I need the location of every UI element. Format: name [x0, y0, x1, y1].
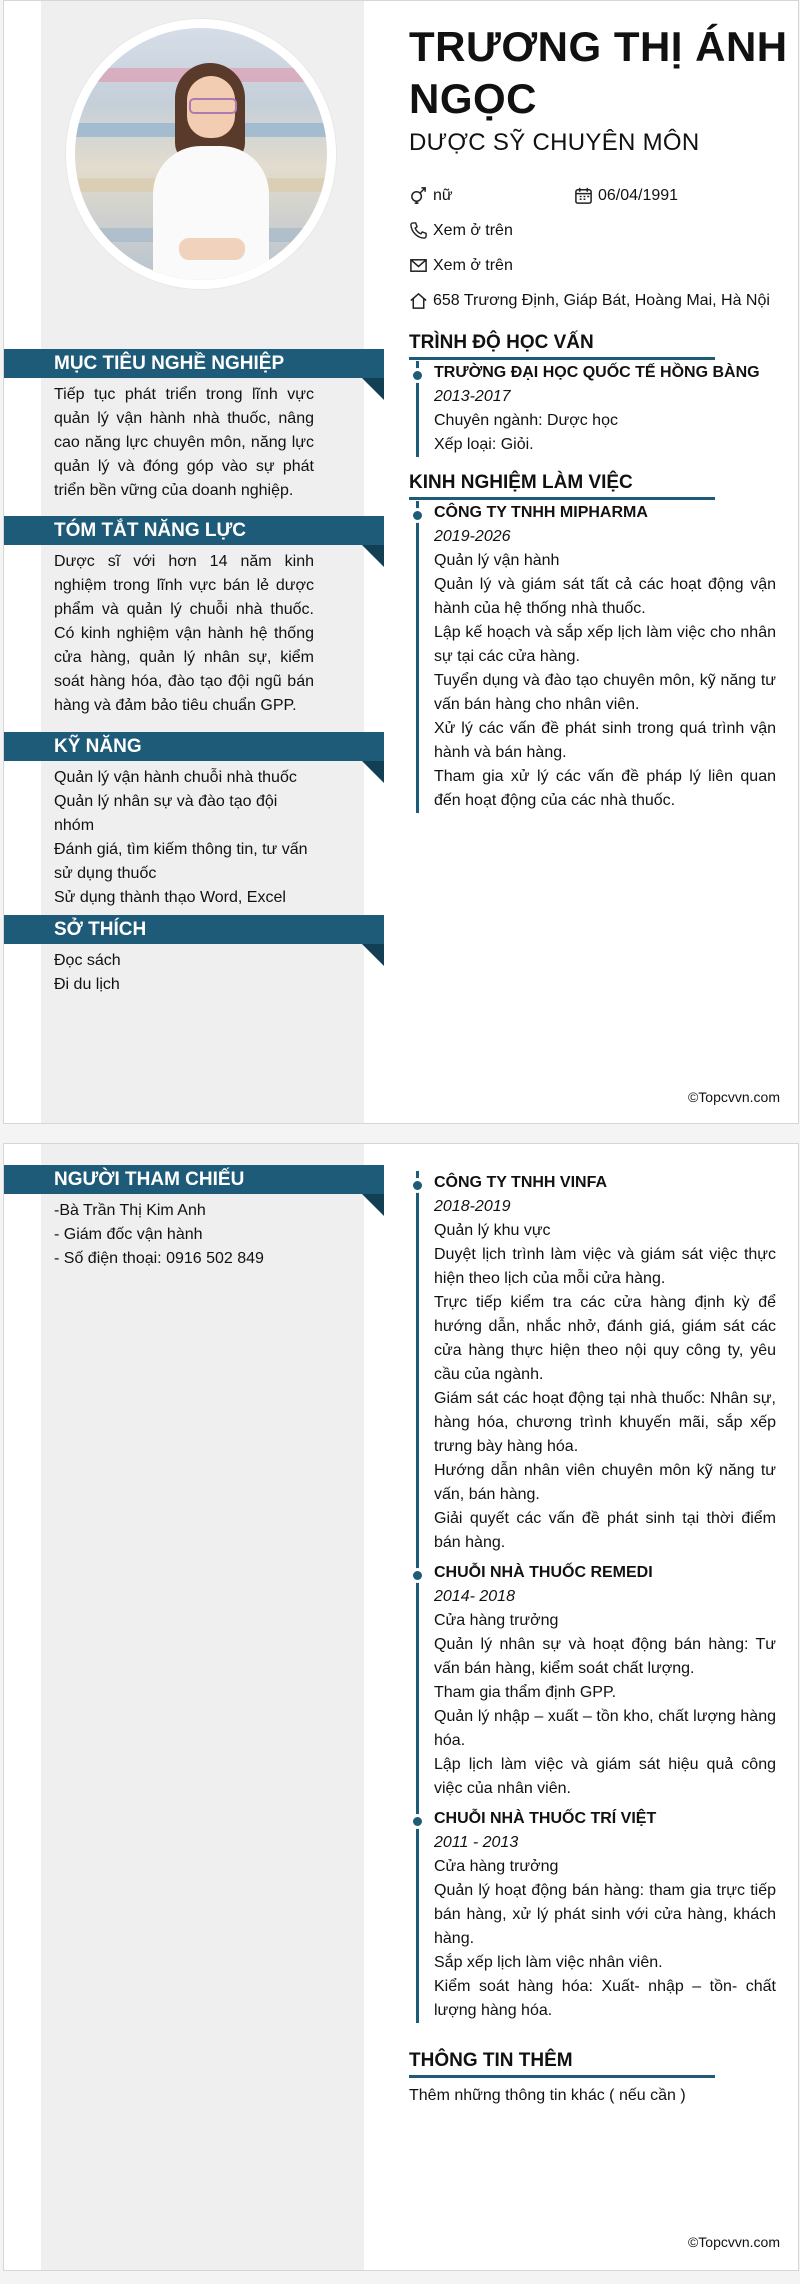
- summary-text: Dược sĩ với hơn 14 năm kinh nghiệm trong lĩnh vực bán lẻ dược phẩm và quản lý chuỗi nhà thuốc. Có kinh nghiệm vận hành hệ thống cửa hàng, quản lý nhân sự, kiểm soát hàng hóa, đào tạo đội ngũ bán hàng và đảm bảo tiêu chuẩn GPP.: [54, 553, 314, 714]
- phone-value: Xem ở trên: [433, 221, 513, 239]
- job-entry: [419, 1807, 776, 2023]
- cv-page-1: [3, 0, 799, 1124]
- timeline-dot: [410, 508, 425, 523]
- job-duty: Quản lý và giám sát tất cả các hoạt động vận hành của hệ thống nhà thuốc.: [434, 576, 776, 617]
- experience-heading: KINH NGHIỆM LÀM VIỆC: [409, 471, 715, 500]
- job-duty: Trực tiếp kiểm tra các cửa hàng định kỳ để hướng dẫn, nhắc nhở, đánh giá, giám sát các cửa hàng thực hiện theo nội quy công ty, yêu cầu của ngành.: [434, 1294, 776, 1383]
- phone-icon: [409, 221, 428, 240]
- job-period: 2019-2026: [434, 528, 511, 545]
- job-role: Quản lý vận hành: [434, 552, 560, 569]
- experience-timeline-1: [416, 501, 776, 813]
- cv-page-2: [3, 1143, 799, 2271]
- skills-heading: KỸ NĂNG: [4, 732, 384, 761]
- list-item: Quản lý nhân sự và đào tạo đội nhóm: [54, 793, 278, 834]
- birthday-row: [574, 186, 678, 205]
- job-role: Cửa hàng trưởng: [434, 1612, 559, 1629]
- education-timeline: [416, 361, 776, 457]
- list-item: - Số điện thoại: 0916 502 849: [54, 1250, 264, 1267]
- company-name: CHUỖI NHÀ THUỐC REMEDI: [434, 1564, 653, 1581]
- job-duty: Sắp xếp lịch làm việc nhân viên.: [434, 1954, 663, 1971]
- job-entry: [419, 1561, 776, 1801]
- sidebar: [41, 1144, 364, 2270]
- job-duty: Giám sát các hoạt động tại nhà thuốc: Nhân sự, hàng hóa, chương trình khuyến mãi, sắp xếp trưng bày hàng hóa.: [434, 1390, 776, 1455]
- job-duty: Quản lý hoạt động bán hàng: tham gia trực tiếp bán hàng, xử lý phát sinh với cửa hàng, khách hàng.: [434, 1882, 776, 1947]
- skills-list: [54, 766, 314, 910]
- address-row: [409, 291, 770, 310]
- more-info-text: Thêm những thông tin khác ( nếu cần ): [409, 2087, 686, 2104]
- timeline-dot: [410, 1814, 425, 1829]
- candidate-name: TRƯƠNG THỊ ÁNH NGỌC: [409, 23, 788, 122]
- education-period: 2013-2017: [434, 388, 511, 405]
- hobbies-list: [54, 949, 314, 997]
- education-major: Chuyên ngành: Dược học: [434, 412, 618, 429]
- gender-row: [409, 186, 453, 205]
- footer-credit: ©Topcvvn.com: [687, 1089, 780, 1105]
- job-duty: Giải quyết các vấn đề phát sinh tại thời điểm bán hàng.: [434, 1510, 776, 1551]
- education-entry: [419, 361, 776, 457]
- job-duty: Lập kế hoạch và sắp xếp lịch làm việc cho nhân sự tại các cửa hàng.: [434, 624, 776, 665]
- birthday-value: 06/04/1991: [598, 186, 679, 204]
- experience-timeline-2: [416, 1171, 776, 2023]
- email-row: [409, 256, 513, 275]
- job-entry: [419, 1171, 776, 1555]
- job-period: 2011 - 2013: [434, 1834, 519, 1851]
- avatar: [66, 19, 336, 289]
- objective-text: Tiếp tục phát triển trong lĩnh vực quản lý vận hành nhà thuốc, nâng cao năng lực chuyên môn, năng lực quản lý và đóng góp vào sự phát triển bền vững của doanh nghiệp.: [54, 386, 314, 499]
- list-item: Đánh giá, tìm kiếm thông tin, tư vấn sử dụng thuốc: [54, 841, 308, 882]
- list-item: Đọc sách: [54, 952, 121, 969]
- list-item: Sử dụng thành thạo Word, Excel: [54, 889, 286, 906]
- references-list: [54, 1199, 314, 1271]
- references-heading: NGƯỜI THAM CHIẾU: [4, 1165, 384, 1194]
- job-duty: Lập lịch làm việc và giám sát hiệu quả công việc của nhân viên.: [434, 1756, 776, 1797]
- gender-icon: [409, 186, 428, 205]
- job-period: 2014- 2018: [434, 1588, 515, 1605]
- list-item: Đi du lịch: [54, 976, 120, 993]
- calendar-icon: [574, 186, 593, 205]
- more-info-heading: THÔNG TIN THÊM: [409, 2049, 715, 2078]
- phone-row: [409, 221, 513, 240]
- summary-heading: TÓM TẮT NĂNG LỰC: [4, 516, 384, 545]
- list-item: - Giám đốc vận hành: [54, 1226, 203, 1243]
- profile-photo: [75, 28, 327, 280]
- list-item: -Bà Trần Thị Kim Anh: [54, 1202, 206, 1219]
- job-duty: Quản lý nhập – xuất – tồn kho, chất lượng hàng hóa.: [434, 1708, 776, 1749]
- company-name: CHUỖI NHÀ THUỐC TRÍ VIỆT: [434, 1810, 657, 1827]
- job-duty: Kiểm soát hàng hóa: Xuất- nhập – tồn- chất lượng hàng hóa.: [434, 1978, 776, 2019]
- education-heading: TRÌNH ĐỘ HỌC VẤN: [409, 331, 715, 360]
- timeline-dot: [410, 368, 425, 383]
- job-duty: Quản lý nhân sự và hoạt động bán hàng: Tư vấn bán hàng, kiểm soát chất lượng.: [434, 1636, 776, 1677]
- timeline-dot: [410, 1568, 425, 1583]
- job-role: Cửa hàng trưởng: [434, 1858, 559, 1875]
- job-duty: Hướng dẫn nhân viên chuyên môn kỹ năng tư vấn, bán hàng.: [434, 1462, 776, 1503]
- address-value: 658 Trương Định, Giáp Bát, Hoàng Mai, Hà Nội: [433, 291, 770, 309]
- education-grade: Xếp loại: Giỏi.: [434, 436, 534, 453]
- footer-credit: ©Topcvvn.com: [687, 2234, 780, 2250]
- company-name: CÔNG TY TNHH VINFA: [434, 1174, 608, 1191]
- home-icon: [409, 291, 428, 310]
- company-name: CÔNG TY TNHH MIPHARMA: [434, 504, 648, 521]
- school-name: TRƯỜNG ĐẠI HỌC QUỐC TẾ HỒNG BÀNG: [434, 364, 760, 381]
- job-role: Quản lý khu vực: [434, 1222, 551, 1239]
- gender-value: nữ: [433, 186, 453, 204]
- job-duty: Duyệt lịch trình làm việc và giám sát việc thực hiện theo lịch của mỗi cửa hàng.: [434, 1246, 776, 1287]
- email-value: Xem ở trên: [433, 256, 513, 274]
- job-duty: Tuyển dụng và đào tạo chuyên môn, kỹ năng tư vấn bán hàng cho nhân viên.: [434, 672, 776, 713]
- hobbies-heading: SỞ THÍCH: [4, 915, 384, 944]
- job-duty: Tham gia thẩm định GPP.: [434, 1684, 617, 1701]
- job-duty: Xử lý các vấn đề phát sinh trong quá trình vận hành và bán hàng.: [434, 720, 776, 761]
- job-title: DƯỢC SỸ CHUYÊN MÔN: [409, 129, 700, 156]
- job-entry: [419, 501, 776, 813]
- timeline-dot: [410, 1178, 425, 1193]
- objective-heading: MỤC TIÊU NGHỀ NGHIỆP: [4, 349, 384, 378]
- job-duty: Tham gia xử lý các vấn đề pháp lý liên quan đến hoạt động của các nhà thuốc.: [434, 768, 776, 809]
- email-icon: [409, 256, 428, 275]
- job-period: 2018-2019: [434, 1198, 511, 1215]
- list-item: Quản lý vận hành chuỗi nhà thuốc: [54, 769, 297, 786]
